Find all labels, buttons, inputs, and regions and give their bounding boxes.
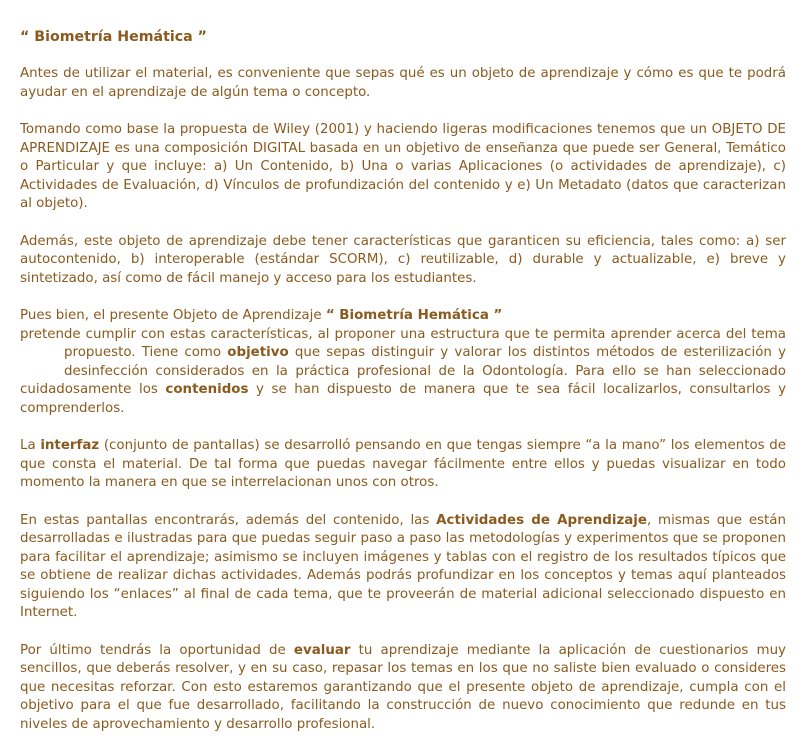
text-span: (conjunto de pantallas) se desarrolló pensando en que tengas siempre “a la mano” los elementos de que consta el material. De tal forma que puedas navegar fácilmente entre ellos y puedas visualizar en todo momento la manera en que se interrelacionan unos con otros.	[20, 438, 786, 490]
paragraph-objective	[20, 307, 786, 418]
emphasis-interfaz: interfaz	[40, 438, 100, 453]
emphasis-title: “ Biometría Hemática ”	[325, 308, 503, 323]
document-title: “ Biometría Hemática ”	[20, 29, 207, 45]
text-span: , mismas que están desarrolladas e ilustradas para que puedas seguir paso a paso las metodologías y experimentos que se proponen para facilitar el aprendizaje; asimismo se incluyen imágenes y tablas con el registro de los resultados típicos que se obtiene de realizar dichas actividades. Además podrás profundizar en los conceptos y temas aquí planteados siguiendo los “enlaces” al final de cada tema, que te proveerán de material adicional seleccionado dispuesto en Internet.	[20, 512, 786, 620]
emphasis-evaluar: evaluar	[293, 642, 351, 658]
text-span: Por último tendrás la oportunidad de	[20, 642, 294, 658]
text-span: En estas pantallas encontrarás, además del contenido, las	[20, 512, 437, 528]
paragraph-definition: Tomando como base la propuesta de Wiley (2001) y haciendo ligeras modificaciones tenemos que un OBJETO DE APRENDIZAJE es una composición DIGITAL basada en un objetivo de enseñanza que puede ser General, Temático o Particular y que incluye: a) Un Contenido, b) Una o varias Aplicaciones (o actividades de aprendizaje), c) Actividades de Evaluación, d) Vínculos de profundización del contenido y e) Un Metadato (datos que caracterizan al objeto).	[20, 122, 786, 211]
text-span: La	[20, 438, 41, 453]
text-span: desinfección considerados en la práctica profesional de la Odontología. Para ello se han seleccionado cuidadosamente los	[20, 363, 786, 397]
document-body	[20, 28, 786, 753]
paragraph-characteristics: Además, este objeto de aprendizaje debe tener características que garanticen su eficiencia, tales como: a) ser autocontenido, b) interoperable (estándar SCORM), c) reutilizable, d) durable y actualizable, e) breve y sintetizado, así como de fácil manejo y acceso para los estudiantes.	[20, 233, 786, 286]
paragraph-intro: Antes de utilizar el material, es conveniente que sepas qué es un objeto de aprendizaje y cómo es que te podrá ayudar en el aprendizaje de algún tema o concepto.	[20, 66, 786, 100]
paragraph-evaluation	[20, 642, 786, 735]
paragraph-interface	[20, 437, 786, 493]
emphasis-contenidos: contenidos	[165, 382, 249, 397]
text-span: propuesto. Tiene como	[64, 345, 228, 360]
text-span: pretende cumplir con estas características, al proponer una estructura que te permita aprender acerca del tema	[20, 326, 786, 342]
paragraph-activities	[20, 512, 786, 623]
text-span: Pues bien, el presente Objeto de Aprendizaje	[20, 308, 326, 323]
emphasis-actividades: Actividades de Aprendizaje	[436, 512, 647, 528]
text-span: tu aprendizaje mediante la aplicación de cuestionarios muy sencillos, que deberás resolver, y en su caso, repasar los temas en los que no saliste bien evaluado o consideres que necesitas reforzar. Con esto estaremos garantizando que el presente objeto de aprendizaje, cumpla con el objetivo para el que fue desarrollado, facilitando la construcción de nuevo conocimiento que redunde en tus niveles de aprovechamiento y desarrollo profesional.	[20, 642, 786, 732]
text-span: que sepas distinguir y valorar los distintos métodos de esterilización y	[288, 345, 786, 360]
emphasis-objetivo: objetivo	[227, 345, 289, 360]
text-span: y se han dispuesto de manera que te sea fácil localizarlos, consultarlos y comprenderlos.	[20, 382, 786, 416]
